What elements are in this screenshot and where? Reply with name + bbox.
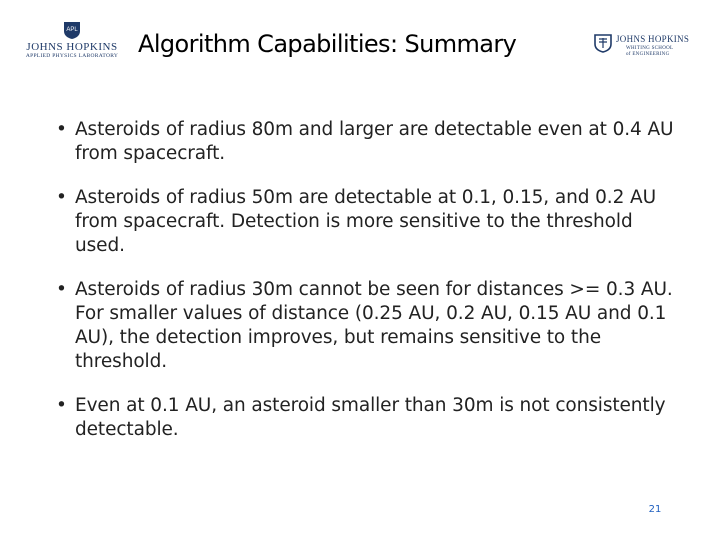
bullet-text: Asteroids of radius 80m and larger are detectable even at 0.4 AU from spacecraft. <box>75 119 674 164</box>
bullet-dot-icon: • <box>56 395 67 416</box>
bullet-dot-icon: • <box>56 119 67 140</box>
bullet-dot-icon: • <box>56 187 67 208</box>
whiting-school-logo <box>592 32 702 62</box>
university-seal-icon <box>592 32 614 54</box>
bullet-list <box>56 118 676 462</box>
page-title: Algorithm Capabilities: Summary <box>138 30 517 58</box>
whiting-logo-subtitle-1: WHITING SCHOOL <box>626 46 674 51</box>
bullet-item <box>56 278 676 374</box>
whiting-logo-subtitle-2: of ENGINEERING <box>626 52 670 57</box>
bullet-item <box>56 186 676 258</box>
bullet-text: Asteroids of radius 30m cannot be seen for distances >= 0.3 AU. For smaller values of distance (0.25 AU, 0.2 AU, 0.15 AU and 0.1 AU), the detection improves, but remains sensitive to the threshold. <box>75 279 673 372</box>
apl-mark: APL <box>66 27 78 33</box>
apl-logo <box>22 20 122 66</box>
apl-logo-name: JOHNS HOPKINS <box>26 41 118 53</box>
page-number: 21 <box>648 504 662 515</box>
bullet-dot-icon: • <box>56 279 67 300</box>
bullet-item <box>56 118 676 166</box>
apl-shield-icon <box>62 20 82 40</box>
slide-header <box>0 0 720 82</box>
bullet-text: Even at 0.1 AU, an asteroid smaller than 30m is not consistently detectable. <box>75 395 666 440</box>
bullet-item <box>56 394 676 442</box>
bullet-text: Asteroids of radius 50m are detectable at 0.1, 0.15, and 0.2 AU from spacecraft. Detection is more sensitive to the threshold used. <box>75 187 657 256</box>
apl-logo-subtitle: APPLIED PHYSICS LABORATORY <box>25 53 119 59</box>
whiting-logo-name: JOHNS HOPKINS <box>616 34 690 44</box>
